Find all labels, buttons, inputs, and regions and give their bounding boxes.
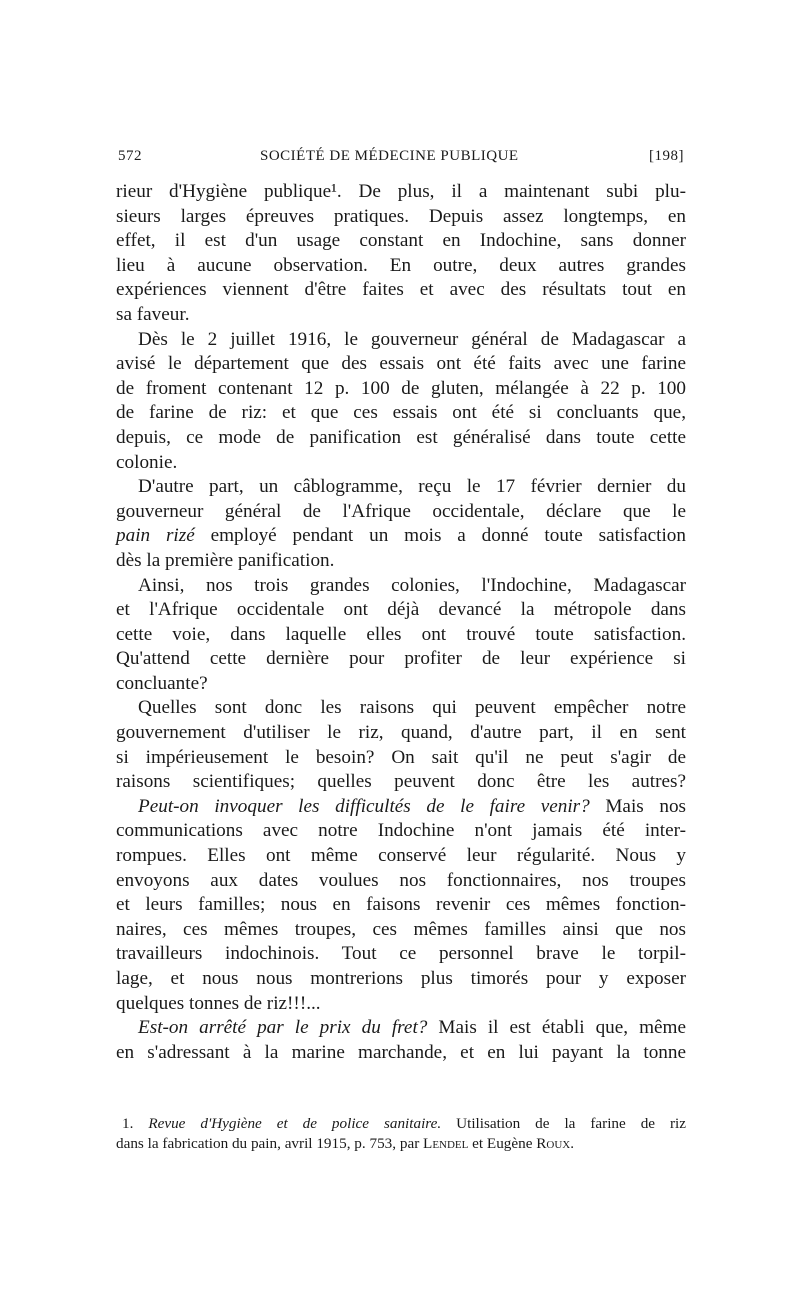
text-line — [116, 524, 686, 549]
footnote-marker: 1. — [122, 1115, 134, 1132]
text-line: Qu'attend cette dernière pour profiter de leur expérience si — [116, 648, 686, 670]
text-line: avisé le département que des essais ont été faits avec une farine — [116, 353, 686, 375]
text-line — [116, 795, 686, 820]
text-line: naires, ces mêmes troupes, ces mêmes familles ainsi que nos — [116, 918, 686, 940]
footnote-source-title: Revue d'Hygiène et de police sanitaire. — [148, 1115, 442, 1132]
body-text — [116, 180, 686, 1065]
text-line: dès la première panification. — [116, 549, 335, 571]
text-line: Dès le 2 juillet 1916, le gouverneur général de Madagascar a — [138, 328, 686, 350]
text-line: rompues. Elles ont même conservé leur régularité. Nous y — [116, 845, 686, 867]
italic-question: Est-on arrêté par le prix du fret? — [138, 1017, 428, 1039]
text-line: sieurs larges épreuves pratiques. Depuis assez longtemps, en — [116, 205, 686, 227]
text-line: de farine de riz: et que ces essais ont été si concluants que, — [116, 402, 686, 424]
text-line: envoyons aux dates voulues nos fonctionnaires, nos troupes — [116, 869, 686, 891]
running-title: SOCIÉTÉ DE MÉDECINE PUBLIQUE — [260, 148, 519, 164]
footnote-text: dans la fabrication du pain, avril 1915, p. 753, par — [116, 1135, 420, 1152]
text-line: depuis, ce mode de panification est généralisé dans toute cette — [116, 426, 686, 448]
italic-phrase: pain rizé — [116, 525, 195, 547]
text-line: lage, et nous nous montrerions plus timorés pour y exposer — [116, 968, 686, 989]
footnote-author: Lendel — [423, 1135, 469, 1152]
page-header — [118, 148, 684, 172]
text-line: colonie. — [116, 451, 178, 473]
text-line: travailleurs indochinois. Tout ce personnel brave le torpil- — [116, 943, 686, 965]
text-line: et leurs familles; nous en faisons revenir ces mêmes fonction- — [116, 894, 686, 916]
page-reference: [198] — [649, 148, 684, 164]
text-fragment: Mais nos — [605, 795, 687, 817]
text-line — [116, 1016, 686, 1041]
text-fragment: employé pendant un mois a donné toute satisfaction — [210, 525, 686, 547]
text-line: cette voie, dans laquelle elles ont trouvé toute satisfaction. — [116, 623, 686, 645]
text-line: Ainsi, nos trois grandes colonies, l'Indochine, Madagascar — [138, 574, 686, 596]
text-line: concluante? — [116, 672, 208, 694]
text-line: D'autre part, un câblogramme, reçu le 17 février dernier du — [138, 476, 686, 498]
footnote-text: Utilisation de la farine de riz — [456, 1115, 686, 1132]
text-line: communications avec notre Indochine n'ont jamais été inter- — [116, 820, 686, 842]
footnote-line — [116, 1114, 686, 1134]
text-line: de froment contenant 12 p. 100 de gluten, mélangée à 22 p. 100 — [116, 377, 686, 399]
text-line: quelques tonnes de riz!!!... — [116, 992, 321, 1014]
text-line: gouvernement d'utiliser le riz, quand, d'autre part, il en sent — [116, 722, 686, 744]
page-number: 572 — [118, 148, 142, 164]
footnote-line — [116, 1134, 686, 1154]
text-line: expériences viennent d'être faites et avec des résultats tout en — [116, 279, 686, 301]
text-line: raisons scientifiques; quelles peuvent donc être les autres? — [116, 771, 686, 793]
footnote — [116, 1114, 686, 1154]
text-line: si impérieusement le besoin? On sait qu'il ne peut s'agir de — [116, 746, 686, 768]
text-line: et l'Afrique occidentale ont déjà devancé la métropole dans — [116, 599, 686, 621]
text-fragment: Mais il est établi que, même — [438, 1017, 686, 1039]
text-line: lieu à aucune observation. En outre, deux autres grandes — [116, 254, 686, 276]
text-line: rieur d'Hygiène publique¹. De plus, il a maintenant subi plu- — [116, 181, 686, 202]
text-line: en s'adressant à la marine marchande, et en lui payant la tonne — [116, 1041, 686, 1063]
text-line: sa faveur. — [116, 303, 190, 325]
text-line: effet, il est d'un usage constant en Indochine, sans donner — [116, 230, 686, 252]
footnote-text: et Eugène — [472, 1135, 533, 1152]
footnote-author: Roux. — [536, 1135, 575, 1152]
italic-question: Peut-on invoquer les difficultés de le faire venir? — [138, 795, 590, 817]
text-line: Quelles sont donc les raisons qui peuvent empêcher notre — [138, 697, 686, 719]
text-line: gouverneur général de l'Afrique occidentale, déclare que le — [116, 500, 686, 522]
